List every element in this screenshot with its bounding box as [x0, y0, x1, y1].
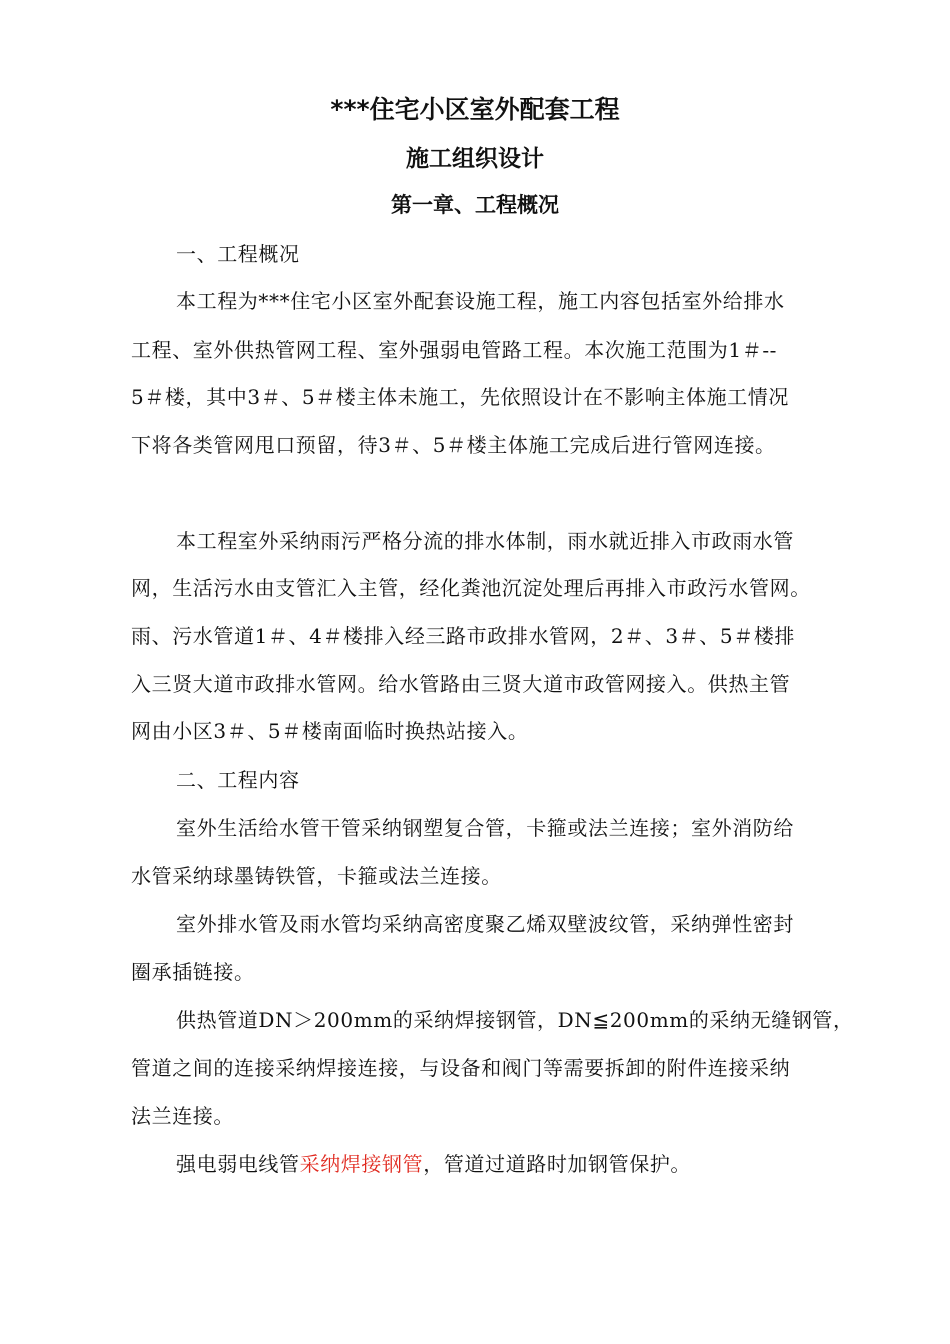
paragraph-line: 雨、污水管道1＃、4＃楼排入经三路市政排水管网，2＃、3＃、5＃楼排 — [131, 624, 796, 648]
paragraph-line: 网，生活污水由支管汇入主管，经化粪池沉淀处理后再排入市政污水管网。 — [131, 576, 811, 600]
text-before: 强电弱电线管 — [176, 1152, 300, 1176]
document-title: ***住宅小区室外配套工程 — [330, 95, 620, 124]
paragraph-line: 室外排水管及雨水管均采纳高密度聚乙烯双壁波纹管，采纳弹性密封 — [176, 912, 794, 936]
chapter-heading: 第一章、工程概况 — [391, 193, 559, 217]
paragraph-line: 本工程室外采纳雨污严格分流的排水体制，雨水就近排入市政雨水管 — [176, 529, 794, 553]
paragraph-line: 水管采纳球墨铸铁管，卡箍或法兰连接。 — [131, 864, 502, 888]
paragraph-line: 本工程为***住宅小区室外配套设施工程，施工内容包括室外给排水 — [176, 289, 785, 313]
paragraph-line: 管道之间的连接采纳焊接连接，与设备和阀门等需要拆卸的附件连接采纳 — [131, 1056, 791, 1080]
text-after: ，管道过道路时加钢管保护。 — [423, 1152, 692, 1176]
highlighted-text: 采纳焊接钢管 — [299, 1152, 424, 1176]
paragraph-line: 5＃楼，其中3＃、5＃楼主体未施工，先依照设计在不影响主体施工情况 — [131, 385, 789, 409]
paragraph-line-highlight — [176, 1150, 691, 1178]
paragraph-line: 供热管道DN＞200mm的采纳焊接钢管，DN≦200mm的采纳无缝钢管， — [176, 1008, 854, 1032]
paragraph-line: 下将各类管网甩口预留，待3＃、5＃楼主体施工完成后进行管网连接。 — [131, 433, 776, 457]
document-subtitle: 施工组织设计 — [406, 146, 544, 172]
section-heading-content: 二、工程内容 — [176, 768, 300, 792]
paragraph-line: 圈承插链接。 — [131, 960, 255, 984]
paragraph-line: 入三贤大道市政排水管网。给水管路由三贤大道市政管网接入。供热主管 — [131, 672, 791, 696]
paragraph-line: 法兰连接。 — [131, 1104, 234, 1128]
paragraph-line: 工程、室外供热管网工程、室外强弱电管路工程。本次施工范围为1＃-- — [131, 338, 778, 362]
paragraph-line: 室外生活给水管干管采纳钢塑复合管，卡箍或法兰连接；室外消防给 — [176, 816, 794, 840]
section-heading-overview: 一、工程概况 — [176, 242, 300, 266]
paragraph-line: 网由小区3＃、5＃楼南面临时换热站接入。 — [131, 719, 529, 743]
